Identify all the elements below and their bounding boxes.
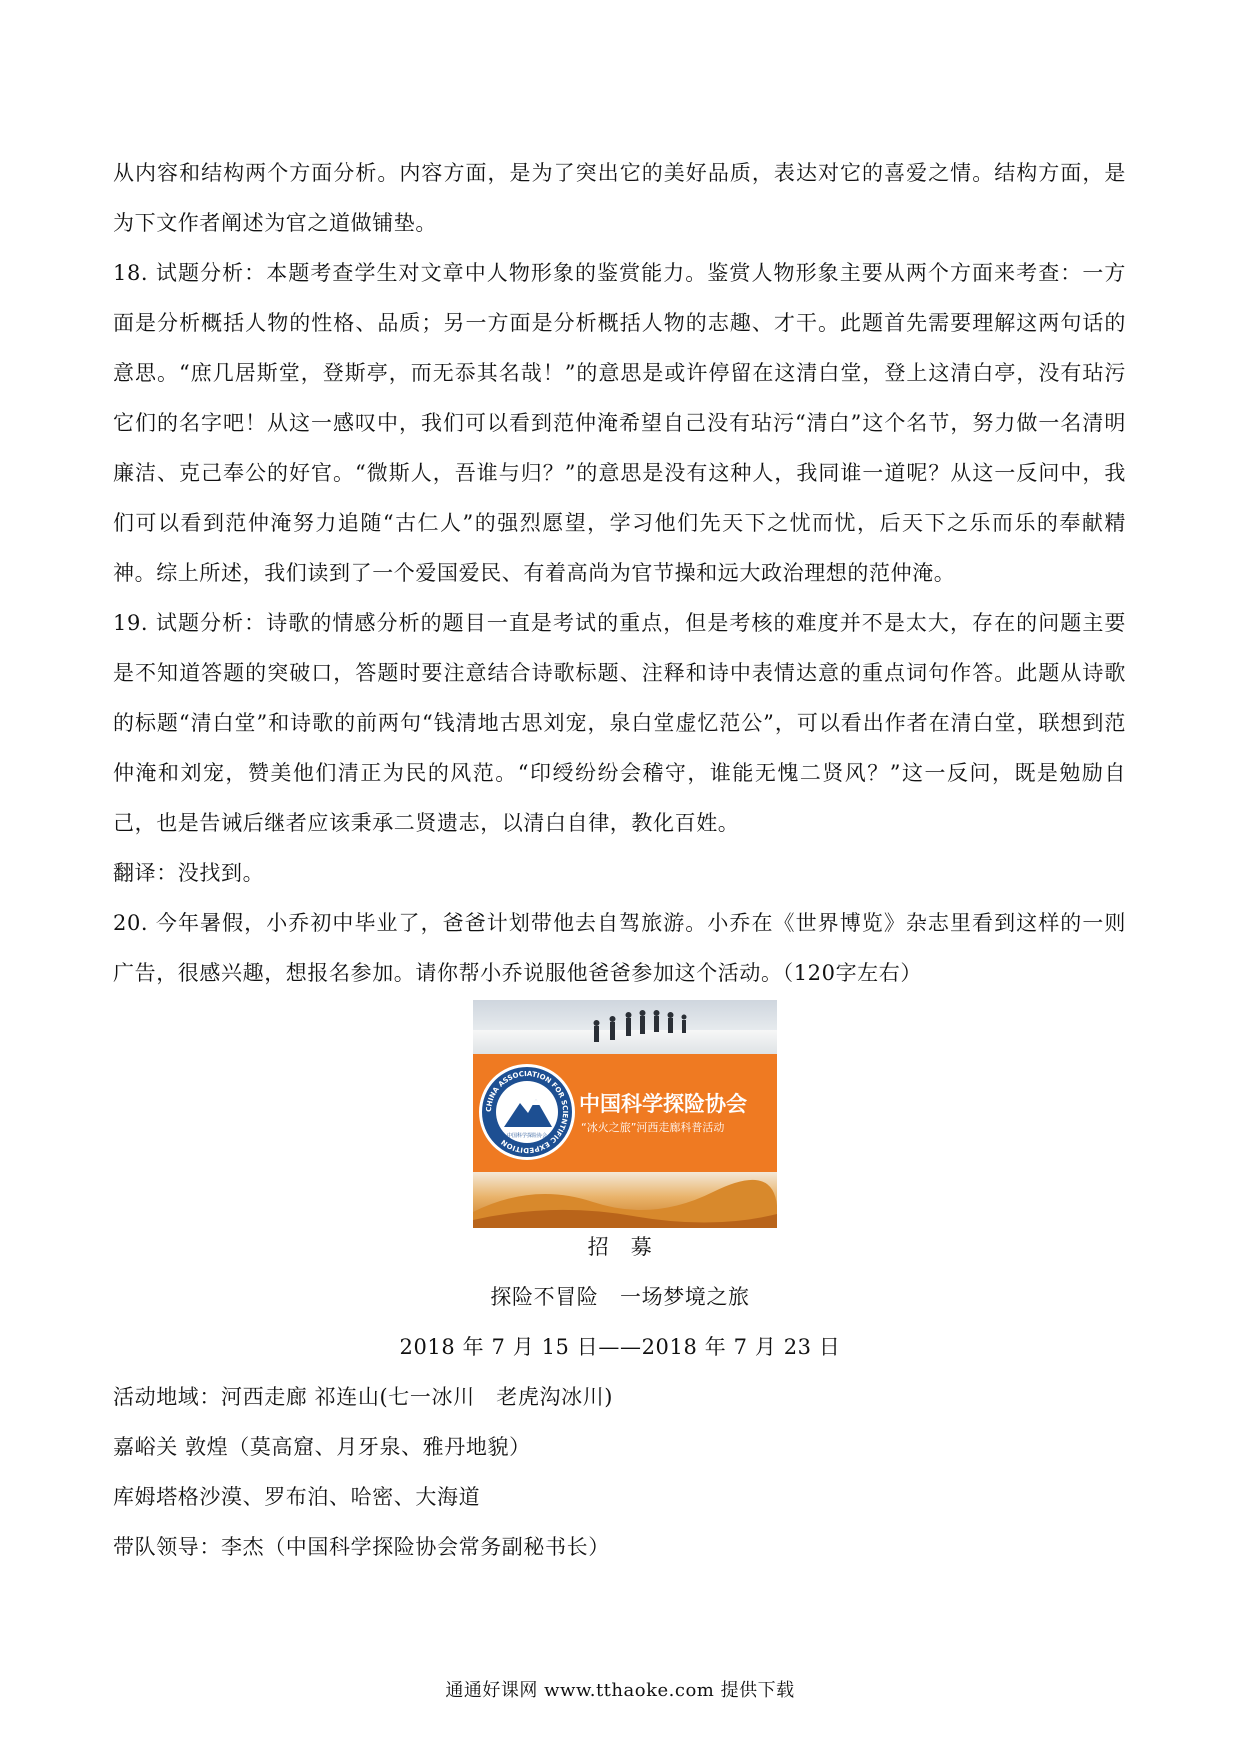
recruit-title: 招 募 bbox=[587, 1235, 653, 1259]
paragraph-q18: 18. 试题分析：本题考查学生对文章中人物形象的鉴赏能力。鉴赏人物形象主要从两个方面来考查：一方面是分析概括人物的性格、品质；另一方面是分析概括人物的志趣、才干。此题首先需要理解这两句话的意思。“庶几居斯堂，登斯亭，而无忝其名哉！”的意思是或许停留在这清白堂，登上这清白亭，没有玷污它们的名字吧！从这一感叹中，我们可以看到范仲淹希望自己没有玷污“清白”这个名节，努力做一名清明廉洁、克己奉公的好官。“微斯人，吾谁与归？”的意思是没有这种人，我同谁一道呢？从这一反问中，我们可以看到范仲淹努力追随“古仁人”的强烈愿望，学习他们先天下之忧而忧，后天下之乐而乐的奉献精神。综上所述，我们读到了一个爱国爱民、有着高尚为官节操和远大政治理想的范仲淹。 bbox=[113, 261, 1126, 585]
association-emblem bbox=[479, 1064, 575, 1160]
svg-text:CHINA ASSOCIATION FOR SCIENTIF: CHINA ASSOCIATION FOR SCIENTIFIC EXPEDITION bbox=[484, 1069, 570, 1155]
paragraph-q19: 19. 试题分析：诗歌的情感分析的题目一直是考试的重点，但是考核的难度并不是太大，存在的问题主要是不知道答题的突破口，答题时要注意结合诗歌标题、注释和诗中表情达意的重点词句作答。此题从诗歌的标题“清白堂”和诗歌的前两句“钱清地古思刘宠，泉白堂虚忆范公”，可以看出作者在清白堂，联想到范仲淹和刘宠，赞美他们清正为民的风范。“印绶纷纷会稽守，谁能无愧二贤风？”这一反问，既是勉励自己，也是告诫后继者应该秉承二贤遗志，以清白自律，教化百姓。 bbox=[113, 611, 1126, 835]
recruit-dates: 2018 年 7 月 15 日——2018 年 7 月 23 日 bbox=[399, 1335, 841, 1359]
paragraph-translation: 翻译：没找到。 bbox=[113, 861, 265, 885]
emblem-center bbox=[496, 1081, 558, 1143]
poster-desert-dunes bbox=[473, 1172, 777, 1228]
paragraph-q20: 20. 今年暑假，小乔初中毕业了，爸爸计划带他去自驾旅游。小乔在《世界博览》杂志里看到这样的一则广告，很感兴趣，想报名参加。请你帮小乔说服他爸爸参加这个活动。（120字左右） bbox=[113, 911, 1126, 985]
recruit-slogan: 探险不冒险 一场梦境之旅 bbox=[490, 1285, 750, 1309]
paragraph-intro: 从内容和结构两个方面分析。内容方面，是为了突出它的美好品质，表达对它的喜爱之情。结构方面，是为下文作者阐述为官之道做铺垫。 bbox=[113, 161, 1126, 235]
article-body bbox=[113, 148, 1126, 998]
poster-orange-band bbox=[473, 1054, 777, 1172]
detail-leader: 带队领导：李杰（中国科学探险协会常务副秘书长） bbox=[113, 1535, 610, 1559]
detail-region: 活动地域：河西走廊 祁连山(七一冰川 老虎沟冰川) bbox=[113, 1385, 614, 1409]
svg-text:中国科学探险协会: 中国科学探险协会 bbox=[506, 1133, 548, 1139]
detail-desert: 库姆塔格沙漠、罗布泊、哈密、大海道 bbox=[113, 1485, 481, 1509]
mountain-icon bbox=[496, 1081, 558, 1143]
activity-subtitle: “冰火之旅”河西走廊科普活动 bbox=[581, 1121, 725, 1134]
page-footer: 通通好课网 www.tthaoke.com 提供下载 bbox=[445, 1680, 795, 1701]
detail-sites: 嘉峪关 敦煌（莫高窟、月牙泉、雅丹地貌） bbox=[113, 1435, 531, 1459]
expedition-poster-image bbox=[473, 1000, 777, 1228]
climbers-silhouette-icon bbox=[588, 1008, 698, 1048]
association-name: 中国科学探险协会 bbox=[579, 1092, 747, 1116]
dunes-icon bbox=[473, 1172, 777, 1228]
